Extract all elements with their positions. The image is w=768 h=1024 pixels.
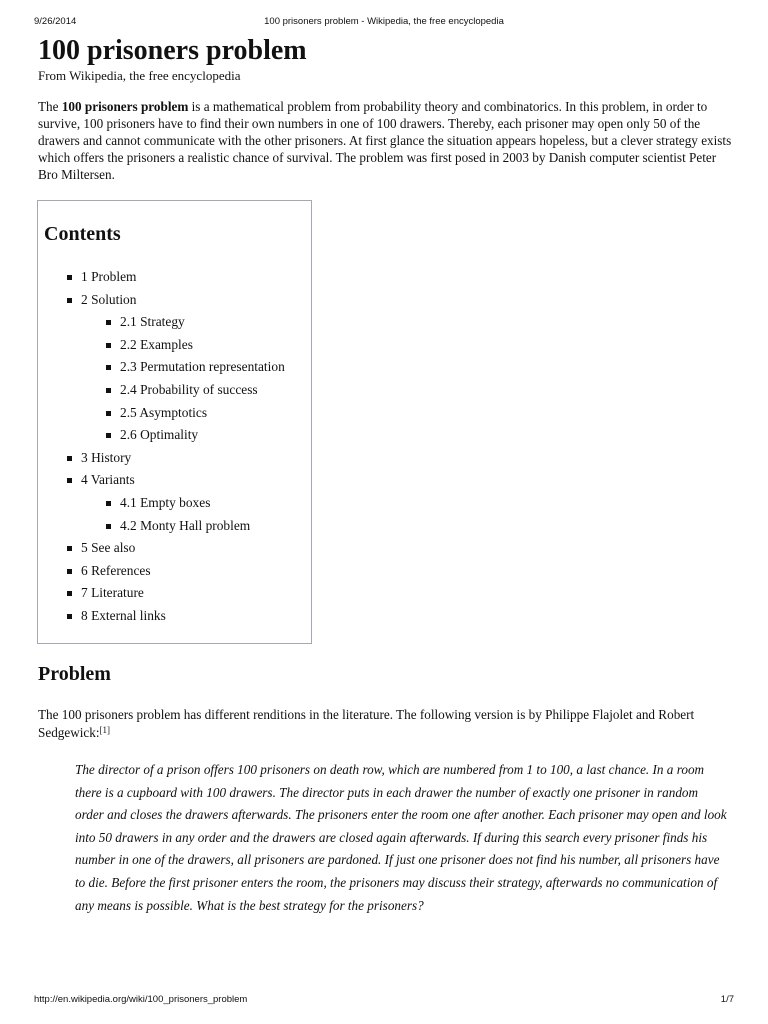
toc-item[interactable] xyxy=(81,563,151,579)
article-subtitle: From Wikipedia, the free encyclopedia xyxy=(38,68,241,83)
toc-item-label: References xyxy=(91,562,151,578)
toc-item[interactable] xyxy=(81,608,166,624)
toc-item-number: 2.6 xyxy=(120,427,137,443)
toc-item[interactable] xyxy=(120,495,210,511)
toc-bullet xyxy=(67,614,72,619)
intro-bold-term: 100 prisoners problem xyxy=(61,99,189,114)
toc-bullet xyxy=(106,433,111,438)
toc-bullet xyxy=(106,411,111,416)
toc-bullet xyxy=(106,320,111,325)
toc-item[interactable] xyxy=(81,540,135,556)
print-page-title: 100 prisoners problem - Wikipedia, the free encyclopedia xyxy=(264,16,504,27)
intro-pre: The xyxy=(38,99,62,114)
toc-item-number: 5 xyxy=(81,540,88,556)
toc-item[interactable] xyxy=(81,292,136,308)
toc-item-label: Probability of success xyxy=(140,382,258,397)
toc-heading: Contents xyxy=(44,223,121,245)
toc-bullet xyxy=(67,478,72,483)
toc-bullet xyxy=(106,365,111,370)
toc-item-number: 1 xyxy=(81,269,88,284)
toc-item-label: Literature xyxy=(91,585,144,601)
problem-paragraph-text: The 100 prisoners problem has different renditions in the literature. The following version is by Philippe Flajolet and Robert Sedgewick: xyxy=(38,707,695,740)
citation-link[interactable]: [1] xyxy=(99,724,111,735)
toc-item-label: Solution xyxy=(91,291,137,307)
section-heading-problem: Problem xyxy=(38,663,111,685)
toc-bullet xyxy=(106,388,111,393)
toc-item-number: 2 xyxy=(81,291,88,307)
toc-item-label: See also xyxy=(91,540,136,556)
toc-item-label: Strategy xyxy=(140,314,185,330)
toc-item-label: Examples xyxy=(140,336,193,352)
intro-text: is a mathematical problem from probability theory and combinatorics. In this problem, in order to survive, 100 prisoners have to find their own numbers in one of 100 drawers. Thereby, each prisoner may open only 50 of the drawers and cannot communicate with the other prisoners. At first glance the situation appears hopeless, but a clever strategy exists which offers the prisoners a realistic chance of survival. The problem was first posed in 2003 by Danish computer scientist Peter Bro Miltersen. xyxy=(38,99,732,182)
toc-item[interactable] xyxy=(120,382,258,398)
toc-item[interactable] xyxy=(120,518,250,534)
toc-item-number: 4 xyxy=(81,472,88,488)
toc-item[interactable] xyxy=(120,359,285,375)
toc-item[interactable] xyxy=(120,427,198,443)
toc-item-label: Permutation representation xyxy=(140,359,285,375)
problem-paragraph xyxy=(38,706,738,741)
toc-item-label: External links xyxy=(91,608,166,623)
toc-item[interactable] xyxy=(120,405,207,421)
toc-bullet xyxy=(106,524,111,529)
article-title: 100 prisoners problem xyxy=(38,35,307,66)
problem-quote: The director of a prison offers 100 prisoners on death row, which are numbered from 1 to 100, a last chance. In a room there is a cupboard with 100 drawers. The director puts in each drawer the number of exactly one prisoner in random order and closes the drawers afterwards. The prisoners enter the room one after another. Each prisoner may open and look into 50 drawers in any order and the drawers are closed again afterwards. If during this search every prisoner finds his number in one of the drawers, all prisoners are pardoned. If just one prisoner does not find his number, all prisoners have to die. Before the first prisoner enters the room, the prisoners may discuss their strategy, afterwards no communication of any means is possible. What is the best strategy for the prisoners? xyxy=(75,762,727,913)
toc-bullet xyxy=(67,546,72,551)
toc-item[interactable] xyxy=(81,585,144,601)
toc-item-number: 7 xyxy=(81,585,88,601)
toc-item-label: Monty Hall problem xyxy=(140,517,251,533)
print-url: http://en.wikipedia.org/wiki/100_prisoners_problem xyxy=(34,994,248,1005)
toc-item-number: 2.2 xyxy=(120,336,137,352)
toc-item-number: 6 xyxy=(81,562,88,578)
toc-item-label: Optimality xyxy=(140,427,199,443)
toc-item-number: 2.5 xyxy=(120,404,137,420)
toc-bullet xyxy=(67,456,72,461)
toc-item-label: History xyxy=(91,449,132,465)
toc-item-label: Empty boxes xyxy=(140,495,211,510)
toc-bullet xyxy=(67,591,72,596)
toc-item[interactable] xyxy=(81,269,136,285)
toc-item-number: 4.2 xyxy=(120,517,137,533)
toc-item-label: Variants xyxy=(90,472,135,488)
toc-item[interactable] xyxy=(81,472,135,488)
toc-item[interactable] xyxy=(120,314,185,330)
table-of-contents xyxy=(37,200,312,644)
toc-item-number: 2.4 xyxy=(120,382,137,397)
toc-item-label: Asymptotics xyxy=(139,404,208,420)
toc-bullet xyxy=(106,343,111,348)
toc-item-number: 2.1 xyxy=(120,314,137,330)
print-date: 9/26/2014 xyxy=(34,16,77,27)
toc-item-label: Problem xyxy=(91,269,137,284)
toc-item-number: 4.1 xyxy=(120,495,137,510)
toc-item[interactable] xyxy=(120,337,193,353)
toc-bullet xyxy=(67,569,72,574)
toc-bullet xyxy=(67,298,72,303)
toc-item[interactable] xyxy=(81,450,131,466)
toc-bullet xyxy=(106,501,111,506)
print-page-number: 1/7 xyxy=(720,994,734,1005)
toc-item-number: 2.3 xyxy=(120,359,137,375)
intro-paragraph xyxy=(38,98,738,183)
toc-bullet xyxy=(67,275,72,280)
toc-item-number: 3 xyxy=(81,449,88,465)
toc-item-number: 8 xyxy=(81,608,88,623)
